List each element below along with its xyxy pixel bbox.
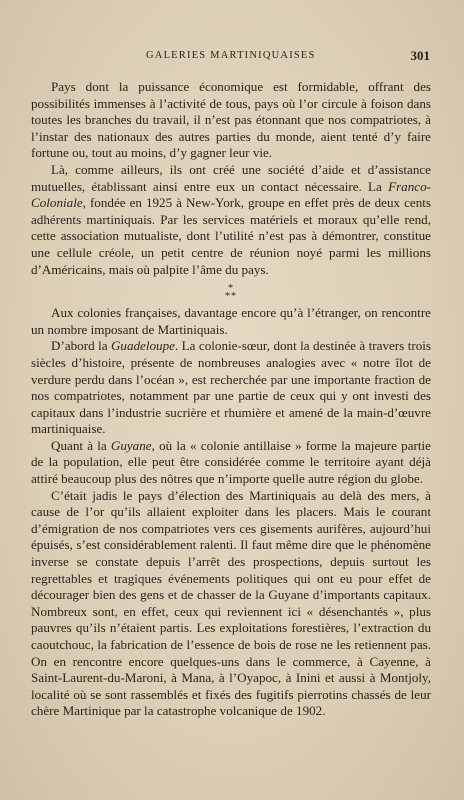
paragraph (31, 338, 431, 438)
text-run: Quant à la (51, 437, 111, 453)
italic-text: Franco-Coloniale (31, 178, 431, 211)
paragraph: Aux colonies françaises, davantage encore qu’à l’étranger, on rencontre un nombre imposant de Martiniquais. (31, 305, 431, 337)
page-header (32, 50, 432, 66)
page-number: 301 (410, 48, 430, 63)
section-separator (31, 285, 431, 301)
paragraph (31, 162, 431, 278)
paragraph (31, 438, 431, 488)
italic-text: Guyane (110, 437, 152, 453)
paragraph: Pays dont la puissance économique est formidable, offrant des possibilités immenses à l’activité de tous, pays où l’or circule à foison dans toutes les branches du travail, il n’est pas étonnant que nos compatriotes, à l’instar des nationaux des autres parties du monde, aient tenté d’y faire fortune ou, tout au moins, d’y gagner leur vie. (31, 79, 431, 161)
paragraph: C’était jadis le pays d’élection des Martiniquais au delà des mers, à cause de l’or qu’ils allaient exploiter dans les placers. Mais le courant d’émigration de nos compatriotes vers ces gisements aurifères, aujourd’hui épuisés, s’est considérablement ralenti. Il faut même dire que le phénomène inverse se constate depuis l’arrêt des prospections, depuis surtout les regrettables et tragiques événements politiques qui ont eu pour effet de décourager bien des gens et de chasser de la Guyane d’importants capitaux. Nombreux sont, en effet, ceux qui reviennent ici « désenchantés », plus pauvres qu’ils n’étaient partis. Les exploitations forestières, l’extraction du caoutchouc, la fabrication de l’essence de bois de rose ne les retiennent pas. On en rencontre encore quelques-uns dans le commerce, à Cayenne, à Saint-Laurent-du-Maroni, à Mana, à l’Oyapoc, à Inini et aussi à Montjoly, localité où se sont rassemblés et fixés des fugitifs pierrotins chassés de leur chère Martinique par la catastrophe volcanique de 1902. (31, 487, 431, 719)
text-run: Là, comme ailleurs, ils ont créé une société d’aide et d’assistance mutuelles, établissant ainsi entre eux un contact nécessaire. La (31, 161, 431, 194)
text-run: . La colonie-sœur, dont la destinée à travers trois siècles d’histoire, présente de nombreuses analogies avec « notre îlot de verdure perdu dans l’océan », est recherchée par une importante fraction de nos compatriotes, notamment par une partie de ceux qui y ont investi des capitaux dans l’industrie sucrière et rhumière et amené de la main-d’œuvre martiniquaise. (31, 338, 431, 437)
italic-text: Guadeloupe (110, 338, 175, 354)
asterisk-bottom: ** (225, 291, 237, 303)
text-run: D’abord la (51, 338, 111, 354)
running-head: GALERIES MARTINIQUAISES (146, 50, 316, 61)
body-text (31, 79, 431, 720)
asterisk-top: * (228, 283, 234, 295)
text-run: , où la « colonie antillaise » forme la majeure partie de la population, elle peut être considérée comme le territoire ayant déjà attiré beaucoup plus des nôtres que n’importe quelle autre région du globe. (31, 437, 431, 487)
text-run: , fondée en 1925 à New-York, groupe en effet près de deux cents adhérents martiniquais. Par les services matériels et moraux qu’elle rend, cette association mutualiste, dont l’utilité n’est pas à démontrer, constitue une cellule créole, un petit centre de réunion noyé parmi les millions d’Américains, mais où palpite l’âme du pays. (31, 195, 431, 277)
